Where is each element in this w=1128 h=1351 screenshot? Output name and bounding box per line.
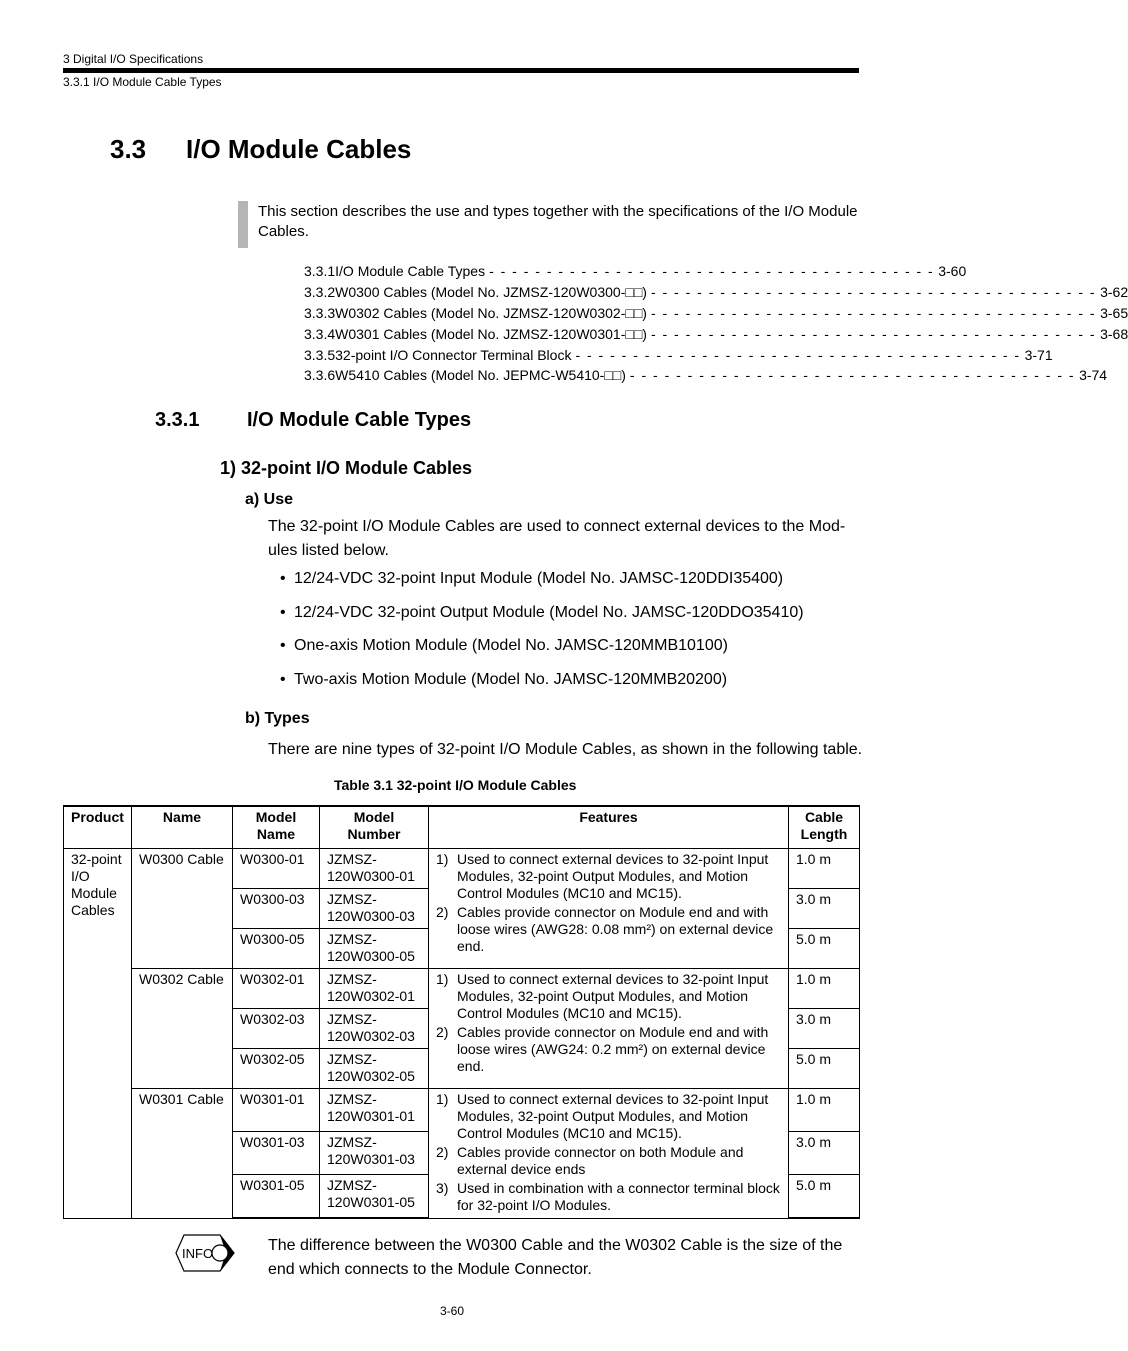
- length-cell: 5.0 m: [789, 928, 860, 968]
- features-cell: [429, 968, 789, 1088]
- header-rule: [63, 68, 859, 73]
- model-name-cell: W0300-05: [233, 928, 320, 968]
- model-name-cell: W0301-03: [233, 1131, 320, 1174]
- types-text: There are nine types of 32-point I/O Module Cables, as shown in the following table.: [268, 741, 863, 758]
- toc-page: 3-74: [1079, 367, 1108, 384]
- bullet-text: 12/24-VDC 32-point Output Module (Model No. JAMSC-120DDO35410): [294, 604, 804, 621]
- table-row: [64, 968, 860, 1008]
- toc-title: W0300 Cables (Model No. JZMSZ-120W0300-□□): [335, 284, 647, 301]
- col-cable-length: Cable Length: [789, 806, 860, 848]
- model-name-cell: W0302-01: [233, 968, 320, 1008]
- feature-text: Used to connect external devices to 32-point Input Modules, 32-point Output Modules, and Motion Control Modules (MC10 and MC15).: [457, 1090, 769, 1141]
- toc-title: W5410 Cables (Model No. JEPMC-W5410-□□): [335, 367, 626, 384]
- toc-page: 3-65: [1100, 304, 1128, 321]
- length-cell: 5.0 m: [789, 1175, 860, 1218]
- length-cell: 3.0 m: [789, 1008, 860, 1048]
- toc-title: 32-point I/O Connector Terminal Block: [335, 346, 572, 363]
- toc-entry[interactable]: [304, 261, 967, 282]
- toc-title: W0301 Cables (Model No. JZMSZ-120W0301-□□): [335, 325, 647, 342]
- col-name: Name: [132, 806, 233, 848]
- running-header-section: 3.3.1 I/O Module Cable Types: [63, 75, 222, 89]
- product-cell: 32-point I/O Module Cables: [64, 848, 132, 1218]
- toc-number: 3.3.2: [304, 284, 336, 301]
- model-number-cell: JZMSZ-120W0302-05: [320, 1048, 429, 1088]
- bullet-text: Two-axis Motion Module (Model No. JAMSC-120MMB20200): [294, 671, 728, 688]
- toc-leader: - - - - - - - - - - - - - - - - - - - - - - - - - - - - - - - - - - - - - - -: [650, 304, 1097, 321]
- info-icon-label: INFO: [182, 1246, 214, 1261]
- feature-text: Used to connect external devices to 32-point Input Modules, 32-point Output Modules, and Motion Control Modules (MC10 and MC15).: [457, 970, 769, 1021]
- length-cell: 1.0 m: [789, 848, 860, 888]
- col-product: Product: [64, 806, 132, 848]
- toc-leader: - - - - - - - - - - - - - - - - - - - - - - - - - - - - - - - - - - - - - - -: [650, 284, 1097, 301]
- toc-entry[interactable]: [304, 344, 1053, 365]
- length-cell: 5.0 m: [789, 1048, 860, 1088]
- model-name-cell: W0300-03: [233, 888, 320, 928]
- subsection-number: 3.3.1: [155, 409, 200, 431]
- features-cell: [429, 848, 789, 968]
- feature-item: 2) Cables provide connector on Module end and with loose wires (AWG28: 0.08 mm²) on external device end.: [436, 904, 781, 955]
- model-name-cell: W0300-01: [233, 848, 320, 888]
- toc-page: 3-68: [1100, 325, 1128, 342]
- bullet-text: 12/24-VDC 32-point Input Module (Model No. JAMSC-120DDI35400): [294, 570, 784, 587]
- feature-text: Used to connect external devices to 32-point Input Modules, 32-point Output Modules, and Motion Control Modules (MC10 and MC15).: [457, 850, 769, 901]
- model-number-cell: JZMSZ-120W0302-01: [320, 968, 429, 1008]
- toc-entry[interactable]: [304, 365, 1108, 386]
- cable-table: [63, 805, 860, 1219]
- use-text: The 32-point I/O Module Cables are used to connect external devices to the Mod-ules listed below.: [268, 518, 846, 559]
- toc-leader: - - - - - - - - - - - - - - - - - - - - - - - - - - - - - - - - - - - - - - -: [489, 263, 935, 280]
- toc-entry[interactable]: [304, 282, 1128, 303]
- model-number-cell: JZMSZ-120W0301-05: [320, 1175, 429, 1218]
- model-name-cell: W0302-03: [233, 1008, 320, 1048]
- intro-marker: [238, 201, 248, 248]
- bullet-item: • 12/24-VDC 32-point Output Module (Model No. JAMSC-120DDO35410): [280, 604, 804, 621]
- table-row: [64, 848, 860, 888]
- feature-text: Cables provide connector on Module end and with loose wires (AWG28: 0.08 mm²) on external device end.: [457, 903, 774, 954]
- toc-entry[interactable]: [304, 303, 1128, 324]
- cable-name-cell: W0301 Cable: [132, 1088, 233, 1218]
- types-heading: b) Types: [245, 710, 310, 727]
- toc-leader: - - - - - - - - - - - - - - - - - - - - - - - - - - - - - - - - - - - - - - -: [650, 325, 1097, 342]
- feature-text: Cables provide connector on Module end and with loose wires (AWG24: 0.2 mm²) on external device end.: [457, 1023, 769, 1074]
- toc-page: 3-62: [1100, 284, 1128, 301]
- table-header-row: [64, 806, 860, 848]
- section-number: 3.3: [110, 134, 147, 164]
- feature-item: 1) Used to connect external devices to 32-point Input Modules, 32-point Output Modules, and Motion Control Modules (MC10 and MC15).: [436, 1091, 781, 1142]
- model-number-cell: JZMSZ-120W0300-05: [320, 928, 429, 968]
- intro-text: This section describes the use and types together with the specifications of the I/O Module Cables.: [258, 203, 858, 240]
- section-title: I/O Module Cables: [186, 134, 412, 164]
- bullet-text: One-axis Motion Module (Model No. JAMSC-120MMB10100): [294, 637, 728, 654]
- features-cell: [429, 1088, 789, 1218]
- bullet-item: • Two-axis Motion Module (Model No. JAMSC-120MMB20200): [280, 671, 728, 688]
- length-cell: 1.0 m: [789, 1088, 860, 1131]
- feature-text: Cables provide connector on both Module and external device ends: [457, 1143, 744, 1177]
- page-number: 3-60: [440, 1304, 465, 1318]
- use-heading: a) Use: [245, 491, 294, 508]
- feature-item: 2) Cables provide connector on Module end and with loose wires (AWG24: 0.2 mm²) on external device end.: [436, 1024, 781, 1075]
- toc-number: 3.3.4: [304, 325, 336, 342]
- info-text: The difference between the W0300 Cable and the W0302 Cable is the size of the end which connects to the Module Connector.: [268, 1237, 843, 1278]
- length-cell: 1.0 m: [789, 968, 860, 1008]
- length-cell: 3.0 m: [789, 1131, 860, 1174]
- toc-number: 3.3.6: [304, 367, 336, 384]
- toc-entry[interactable]: [304, 323, 1128, 344]
- model-number-cell: JZMSZ-120W0302-03: [320, 1008, 429, 1048]
- toc-number: 3.3.1: [304, 263, 336, 280]
- subheading: 1) 32-point I/O Module Cables: [220, 458, 473, 478]
- length-cell: 3.0 m: [789, 888, 860, 928]
- model-number-cell: JZMSZ-120W0300-03: [320, 888, 429, 928]
- model-name-cell: W0301-01: [233, 1088, 320, 1131]
- toc-leader: - - - - - - - - - - - - - - - - - - - - - - - - - - - - - - - - - - - - - - -: [629, 367, 1076, 384]
- info-icon: [174, 1233, 240, 1273]
- cable-name-cell: W0302 Cable: [132, 968, 233, 1088]
- cable-name-cell: W0300 Cable: [132, 848, 233, 968]
- bullet-item: • 12/24-VDC 32-point Input Module (Model No. JAMSC-120DDI35400): [280, 570, 784, 587]
- col-model-number: Model Number: [320, 806, 429, 848]
- col-model-name: Model Name: [233, 806, 320, 848]
- bullet-item: • One-axis Motion Module (Model No. JAMSC-120MMB10100): [280, 637, 728, 654]
- table-row: [64, 1088, 860, 1131]
- toc-page: 3-60: [938, 263, 967, 280]
- toc-title: I/O Module Cable Types: [335, 263, 486, 280]
- feature-item: 2) Cables provide connector on both Module and external device ends: [436, 1144, 781, 1178]
- toc-page: 3-71: [1024, 346, 1053, 363]
- subsection-title: I/O Module Cable Types: [247, 409, 472, 431]
- section-toc: [304, 261, 1128, 386]
- toc-number: 3.3.3: [304, 304, 336, 321]
- feature-item: 1) Used to connect external devices to 32-point Input Modules, 32-point Output Modules, and Motion Control Modules (MC10 and MC15).: [436, 971, 781, 1022]
- model-number-cell: JZMSZ-120W0301-01: [320, 1088, 429, 1131]
- toc-number: 3.3.5: [304, 346, 336, 363]
- feature-item: 1) Used to connect external devices to 32-point Input Modules, 32-point Output Modules, and Motion Control Modules (MC10 and MC15).: [436, 851, 781, 902]
- toc-leader: - - - - - - - - - - - - - - - - - - - - - - - - - - - - - - - - - - - - - - -: [575, 346, 1021, 363]
- model-number-cell: JZMSZ-120W0301-03: [320, 1131, 429, 1174]
- feature-text: Used in combination with a connector terminal block for 32-point I/O Modules.: [457, 1179, 780, 1213]
- model-name-cell: W0302-05: [233, 1048, 320, 1088]
- table-caption: Table 3.1 32-point I/O Module Cables: [334, 777, 577, 793]
- running-header-chapter: 3 Digital I/O Specifications: [63, 52, 204, 66]
- col-features: Features: [429, 806, 789, 848]
- feature-item: 3) Used in combination with a connector terminal block for 32-point I/O Modules.: [436, 1179, 780, 1213]
- model-name-cell: W0301-05: [233, 1175, 320, 1218]
- model-number-cell: JZMSZ-120W0300-01: [320, 848, 429, 888]
- toc-title: W0302 Cables (Model No. JZMSZ-120W0302-□□): [335, 304, 647, 321]
